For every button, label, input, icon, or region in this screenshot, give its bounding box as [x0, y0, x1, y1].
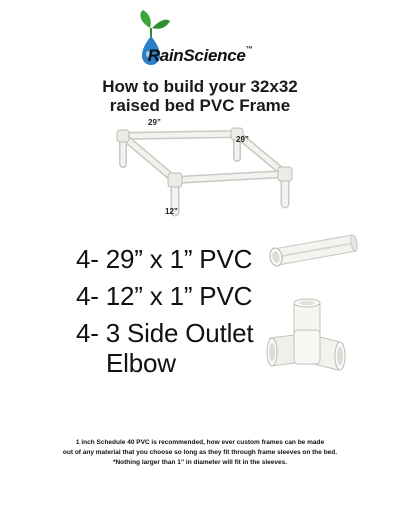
brand-wordmark: RainScience — [147, 46, 246, 65]
dimension-label-length: 29” — [148, 118, 161, 127]
trademark-mark: ™ — [245, 46, 253, 53]
page-title-line-1: How to build your 32x32 — [102, 77, 298, 96]
leaf-icon — [140, 10, 170, 38]
note-line-3: *Nothing larger than 1” in diameter will fit in the sleeves. — [112, 459, 288, 466]
material-item-12in-pvc: 4- 12” x 1” PVC — [76, 281, 253, 311]
brand-name — [0, 46, 400, 66]
dimension-label-leg: 12” — [165, 207, 178, 216]
pvc-pipe-image — [262, 226, 362, 276]
note-line-1: 1 inch Schedule 40 PVC is recommended, how ever custom frames can be made — [75, 439, 325, 446]
pvc-frame-illustration — [95, 112, 305, 222]
material-item-29in-pvc: 4- 29” x 1” PVC — [76, 244, 253, 274]
elbow-fitting-image — [264, 296, 348, 380]
dimension-label-width: 29” — [236, 135, 249, 144]
material-item-elbow-continued: Elbow — [106, 348, 176, 378]
page-title-line-2: raised bed PVC Frame — [109, 96, 291, 115]
note-line-2: out of any material that you choose so long as they fit through frame sleeves on the bed. — [62, 449, 338, 456]
material-item-elbow: 4- 3 Side Outlet — [76, 318, 254, 348]
